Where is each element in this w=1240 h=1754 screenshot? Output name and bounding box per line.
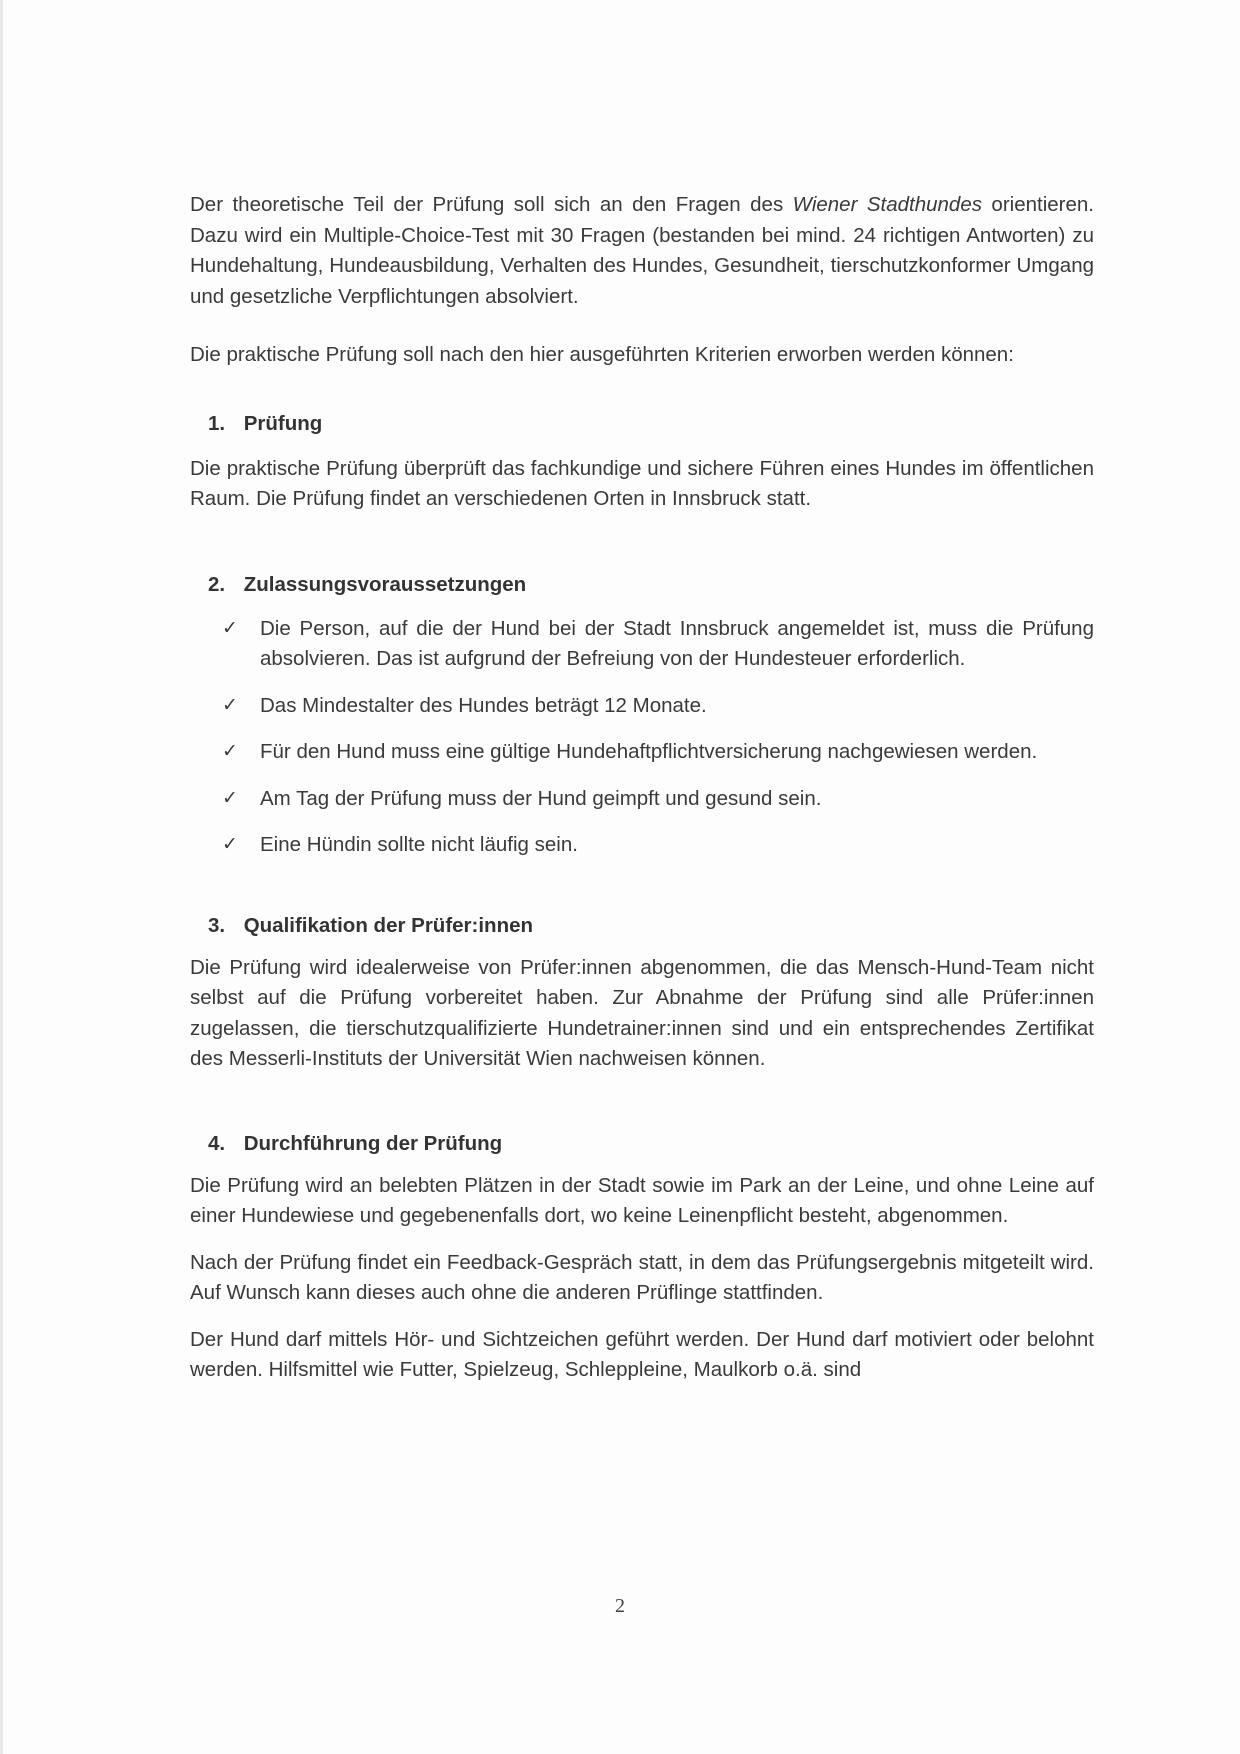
section-2-heading — [190, 570, 1094, 600]
page-number: 2 — [615, 1595, 625, 1617]
section-4-number: 4. — [208, 1131, 226, 1155]
section-1-heading — [190, 409, 1094, 439]
section-4-paragraph-2: Nach der Prüfung findet ein Feedback-Gespräch statt, in dem das Prüfungsergebnis mitgeteilt wird. Auf Wunsch kann dieses auch ohne die anderen Prüflinge stattfinden. — [190, 1250, 1094, 1304]
section-2-title: Zulassungsvoraussetzungen — [243, 572, 527, 596]
section-3-number: 3. — [208, 913, 226, 937]
section-3-title: Qualifikation der Prüfer:innen — [243, 913, 534, 937]
section-1-number: 1. — [208, 411, 226, 435]
section-3-heading — [190, 911, 1094, 941]
section-4-paragraph-3: Der Hund darf mittels Hör- und Sichtzeichen geführt werden. Der Hund darf motiviert oder belohnt werden. Hilfsmittel wie Futter, Spielzeug, Schleppleine, Maulkorb o.ä. sind — [190, 1327, 1094, 1381]
requirements-list — [190, 614, 1094, 861]
section-4-paragraph-1: Die Prüfung wird an belebten Plätzen in der Stadt sowie im Park an der Leine, und ohne Leine auf einer Hundewiese und gegebenenfalls dort, wo keine Leinenpflicht besteht, abgenommen. — [190, 1173, 1094, 1227]
checkmark-icon: ✓ — [222, 617, 238, 639]
scan-edge — [0, 0, 3, 1754]
checkmark-icon: ✓ — [222, 834, 238, 855]
intro-paragraph-1: Der theoretische Teil der Prüfung soll sich an den Fragen des Wiener Stadthundes orientieren. Dazu wird ein Multiple-Choice-Test mit 30 Fragen (bestanden bei mind. 24 richtigen Antworten) zu Hundehaltung, Hundeausbildung, Verhalten des Hundes, Gesundheit, tierschutzkonformer Umgang und gesetzliche Verpflichtungen absolviert. — [190, 193, 1094, 308]
section-2-number: 2. — [208, 572, 226, 596]
intro-paragraph-2: Die praktische Prüfung soll nach den hier ausgeführten Kriterien erworben werden können: — [190, 343, 1014, 366]
list-item: ✓ Eine Hündin sollte nicht läufig sein. — [190, 830, 1094, 861]
checkmark-icon: ✓ — [222, 787, 238, 809]
list-item: ✓ Das Mindestalter des Hundes beträgt 12 Monate. — [190, 691, 1094, 722]
checkmark-icon: ✓ — [222, 694, 238, 716]
intro-italic-term: Wiener Stadthundes — [792, 193, 982, 216]
checkmark-icon: ✓ — [222, 741, 238, 762]
section-1-text: Die praktische Prüfung überprüft das fachkundige und sichere Führen eines Hundes im öffentlichen Raum. Die Prüfung findet an verschiedenen Orten in Innsbruck statt. — [190, 456, 1094, 510]
list-item: ✓ Für den Hund muss eine gültige Hundehaftpflichtversicherung nachgewiesen werden. — [190, 737, 1094, 768]
section-1-title: Prüfung — [243, 411, 323, 435]
section-4-heading — [190, 1129, 1094, 1159]
list-item: ✓ Die Person, auf die der Hund bei der Stadt Innsbruck angemeldet ist, muss die Prüfung absolvieren. Das ist aufgrund der Befreiung von der Hundesteuer erforderlich. — [190, 614, 1094, 675]
section-3-text: Die Prüfung wird idealerweise von Prüfer:innen abgenommen, die das Mensch-Hund-Team nicht selbst auf die Prüfung vorbereitet haben. Zur Abnahme der Prüfung sind alle Prüfer:innen zugelassen, die tierschutzqualifizierte Hundetrainer:innen sind und ein entsprechendes Zertifikat des Messerli-Instituts der Universität Wien nachweisen können. — [190, 955, 1094, 1070]
document-body — [190, 190, 1094, 1386]
section-4-title: Durchführung der Prüfung — [243, 1131, 503, 1155]
list-item: ✓ Am Tag der Prüfung muss der Hund geimpft und gesund sein. — [190, 784, 1094, 815]
